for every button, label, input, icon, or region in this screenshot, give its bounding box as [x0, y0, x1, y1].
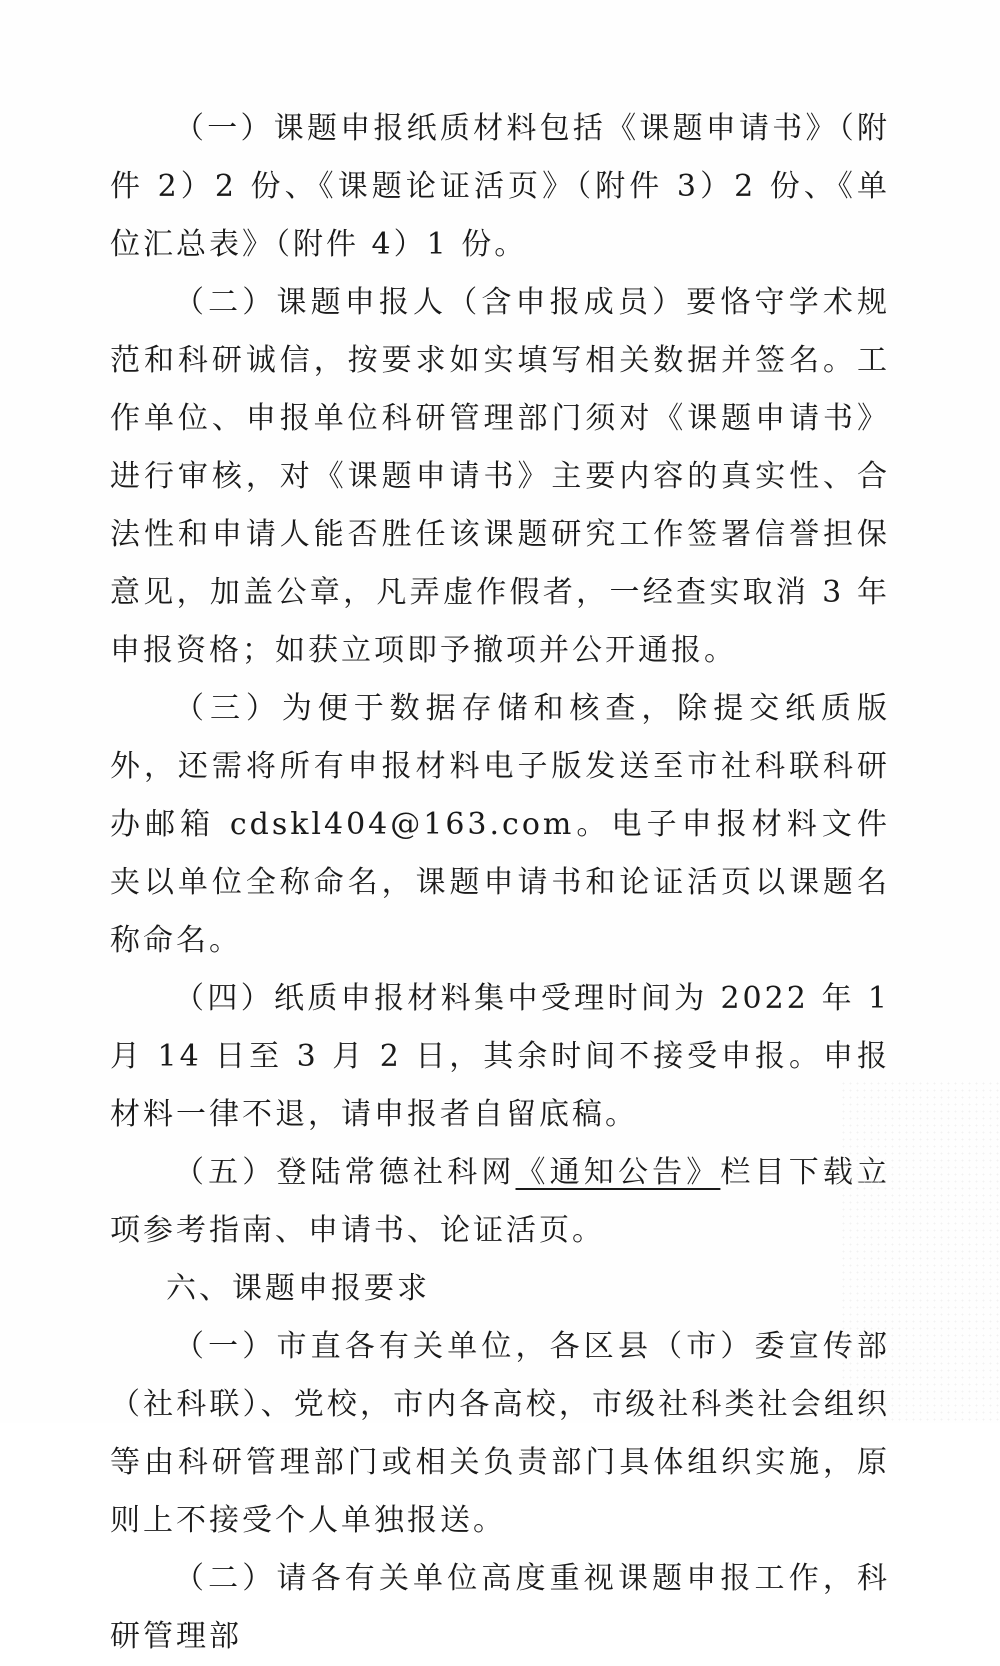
paragraph-attention: （二）请各有关单位高度重视课题申报工作，科研管理部: [110, 1561, 890, 1654]
paragraph-download-prefix: （五）登陆常德社科网: [174, 1155, 516, 1190]
paragraph-download-suffix: 栏目下载立项参考指南、申请书、论证活页。: [110, 1155, 891, 1248]
paragraph-organization: （一）市直各有关单位，各区县（市）委宣传部（社科联）、党校，市内各高校，市级社科类社会组织等由科研管理部门或相关负责部门具体组织实施，原则上不接受个人单独报送。: [110, 1329, 890, 1538]
scan-noise: [840, 1080, 1000, 1423]
paragraph-download: [110, 1144, 890, 1260]
paragraph-integrity: （二）课题申报人（含申报成员）要恪守学术规范和科研诚信，按要求如实填写相关数据并签名。工作单位、申报单位科研管理部门须对《课题申请书》进行审核，对《课题申请书》主要内容的真实性、合法性和申请人能否胜任该课题研究工作签署信誉担保意见，加盖公章，凡弄虚作假者，一经查实取消 3 年申报资格；如获立项即予撤项并公开通报。: [110, 285, 890, 668]
paragraph-materials: （一）课题申报纸质材料包括《课题申请书》（附件 2）2 份、《课题论证活页》（附件 3）2 份、《单位汇总表》（附件 4）1 份。: [110, 111, 890, 262]
paragraph-deadline: （四）纸质申报材料集中受理时间为 2022 年 1 月 14 日至 3 月 2 日，其余时间不接受申报。申报材料一律不退，请申报者自留底稿。: [110, 981, 890, 1132]
notice-link[interactable]: 《通知公告》: [515, 1155, 721, 1190]
paragraph-electronic-submission: （三）为便于数据存储和核查，除提交纸质版外，还需将所有申报材料电子版发送至市社科联科研办邮箱 cdskl404@163.com。电子申报材料文件夹以单位全称命名，课题申请书和论证活页以课题名称命名。: [110, 691, 890, 958]
section-heading: 六、课题申报要求: [166, 1271, 430, 1306]
document-body: [110, 100, 890, 1666]
